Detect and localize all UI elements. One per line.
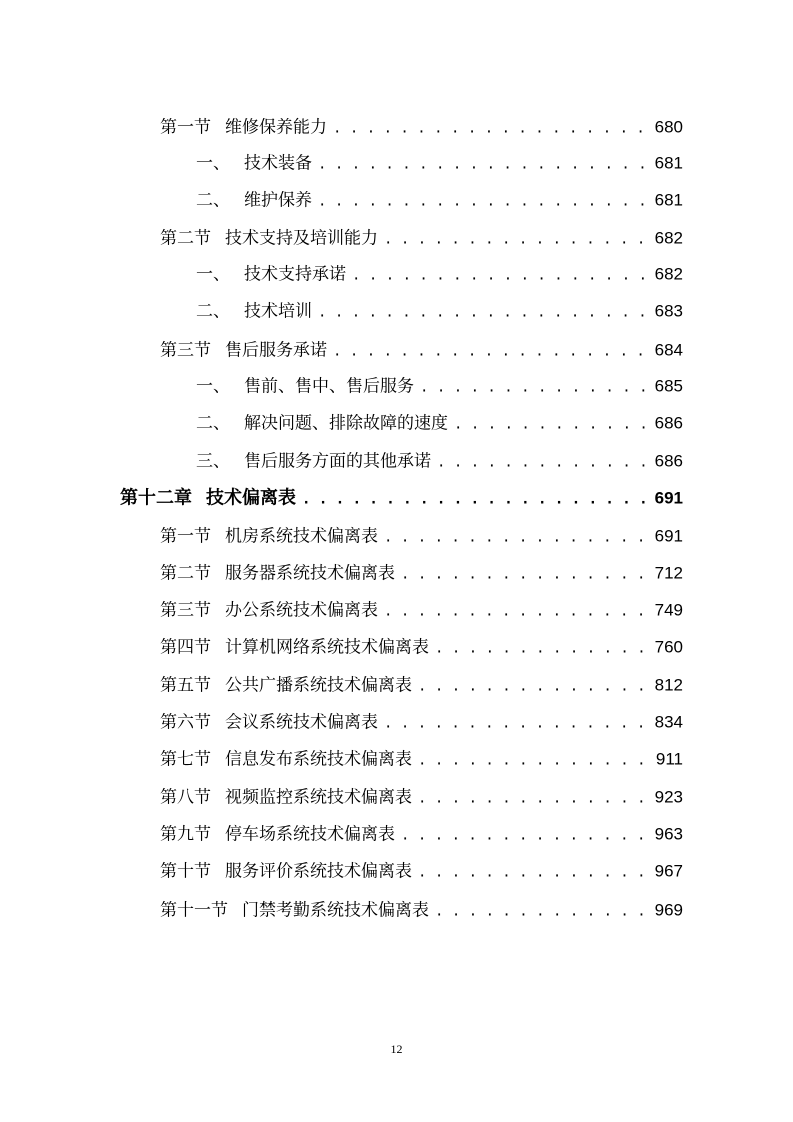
toc-entry-title: 售后服务方面的其他承诺 bbox=[244, 451, 431, 472]
toc-leader-dots bbox=[384, 527, 649, 549]
toc-leader-dots bbox=[418, 676, 649, 698]
toc-entry-page: 911 bbox=[655, 749, 683, 769]
toc-entry[interactable] bbox=[160, 900, 683, 923]
toc-entry-title: 门禁考勤系统技术偏离表 bbox=[242, 900, 429, 921]
toc-entry-number: 第四节 bbox=[160, 637, 211, 658]
toc-leader-dots bbox=[333, 118, 649, 140]
toc-leader-dots bbox=[302, 489, 649, 511]
toc-entry-page: 685 bbox=[654, 376, 683, 396]
toc-entry[interactable] bbox=[196, 153, 683, 176]
toc-entry-title: 机房系统技术偏离表 bbox=[225, 526, 378, 547]
toc-entry-title: 信息发布系统技术偏离表 bbox=[225, 749, 412, 770]
toc-entry-page: 681 bbox=[654, 153, 683, 173]
toc-entry-title: 视频监控系统技术偏离表 bbox=[225, 787, 412, 808]
toc-entry-number: 一、 bbox=[196, 264, 230, 285]
toc-entry-title: 服务评价系统技术偏离表 bbox=[225, 861, 412, 882]
toc-entry-number: 第二节 bbox=[160, 228, 211, 249]
toc-entry[interactable] bbox=[160, 749, 683, 772]
toc-entry-number: 二、 bbox=[196, 190, 230, 211]
toc-leader-dots bbox=[401, 825, 649, 847]
toc-entry[interactable] bbox=[160, 563, 683, 586]
toc-entry[interactable] bbox=[160, 824, 683, 847]
toc-entry-number: 第七节 bbox=[160, 749, 211, 770]
toc-entry[interactable] bbox=[160, 228, 683, 251]
toc-entry-page: 686 bbox=[654, 413, 683, 433]
toc-leader-dots bbox=[418, 788, 649, 810]
toc-entry-title: 售后服务承诺 bbox=[225, 340, 327, 361]
toc-entry-page: 812 bbox=[654, 675, 683, 695]
toc-entry[interactable] bbox=[160, 600, 683, 623]
toc-entry-number: 第九节 bbox=[160, 824, 211, 845]
toc-leader-dots bbox=[420, 377, 649, 399]
toc-leader-dots bbox=[418, 862, 649, 884]
toc-leader-dots bbox=[401, 564, 649, 586]
toc-leader-dots bbox=[352, 265, 649, 287]
toc-entry-page: 683 bbox=[654, 301, 683, 321]
toc-entry-number: 二、 bbox=[196, 301, 230, 322]
toc-entry-title: 会议系统技术偏离表 bbox=[225, 712, 378, 733]
toc-entry-number: 第八节 bbox=[160, 787, 211, 808]
toc-entry-page: 969 bbox=[654, 900, 683, 920]
toc-entry-title: 技术装备 bbox=[244, 153, 312, 174]
toc-entry-title: 技术偏离表 bbox=[206, 487, 296, 509]
toc-entry-number: 一、 bbox=[196, 376, 230, 397]
toc-entry-title: 技术支持及培训能力 bbox=[225, 228, 378, 249]
toc-entry-page: 681 bbox=[654, 190, 683, 210]
toc-leader-dots bbox=[418, 750, 650, 772]
toc-entry-title: 计算机网络系统技术偏离表 bbox=[225, 637, 429, 658]
toc-entry-number: 第十一节 bbox=[160, 900, 228, 921]
toc-leader-dots bbox=[437, 452, 649, 474]
toc-entry-page: 712 bbox=[654, 563, 683, 583]
toc-entry[interactable] bbox=[160, 787, 683, 810]
toc-leader-dots bbox=[318, 191, 649, 213]
toc-entry-page: 749 bbox=[654, 600, 683, 620]
toc-entry-title: 维修保养能力 bbox=[225, 117, 327, 138]
toc-entry-number: 第十二章 bbox=[120, 487, 192, 509]
toc-entry-title: 维护保养 bbox=[244, 190, 312, 211]
toc-entry-title: 售前、售中、售后服务 bbox=[244, 376, 414, 397]
toc-entry-page: 680 bbox=[654, 117, 683, 137]
toc-entry-number: 第六节 bbox=[160, 712, 211, 733]
toc-entry-title: 解决问题、排除故障的速度 bbox=[244, 413, 448, 434]
toc-entry-number: 二、 bbox=[196, 413, 230, 434]
toc-leader-dots bbox=[435, 901, 649, 923]
page-number: 12 bbox=[390, 1042, 403, 1056]
toc-leader-dots bbox=[435, 638, 649, 660]
toc-entry[interactable] bbox=[160, 712, 683, 735]
toc-chapter-entry[interactable] bbox=[120, 488, 683, 511]
toc-entry-number: 一、 bbox=[196, 153, 230, 174]
toc-entry[interactable] bbox=[196, 301, 683, 324]
toc-entry-page: 967 bbox=[654, 861, 683, 881]
toc-entry[interactable] bbox=[160, 340, 683, 363]
toc-entry-title: 办公系统技术偏离表 bbox=[225, 600, 378, 621]
toc-entry-page: 691 bbox=[654, 526, 683, 546]
toc-entry-page: 923 bbox=[654, 787, 683, 807]
toc-entry-title: 技术培训 bbox=[244, 301, 312, 322]
toc-entry-number: 第一节 bbox=[160, 526, 211, 547]
toc-entry-title: 停车场系统技术偏离表 bbox=[225, 824, 395, 845]
toc-entry[interactable] bbox=[160, 526, 683, 549]
toc-entry[interactable] bbox=[160, 675, 683, 698]
toc-entry[interactable] bbox=[160, 861, 683, 884]
toc-entry[interactable] bbox=[160, 637, 683, 660]
toc-entry-number: 第二节 bbox=[160, 563, 211, 584]
toc-entry-page: 686 bbox=[654, 451, 683, 471]
toc-entry[interactable] bbox=[196, 376, 683, 399]
toc-leader-dots bbox=[384, 229, 649, 251]
toc-leader-dots bbox=[384, 713, 649, 735]
toc-entry-page: 691 bbox=[654, 488, 683, 508]
toc-entry-title: 服务器系统技术偏离表 bbox=[225, 563, 395, 584]
toc-entry[interactable] bbox=[196, 451, 683, 474]
toc-entry-page: 834 bbox=[654, 712, 683, 732]
toc-entry-page: 682 bbox=[654, 264, 683, 284]
toc-entry-number: 第一节 bbox=[160, 117, 211, 138]
toc-leader-dots bbox=[333, 341, 649, 363]
toc-entry[interactable] bbox=[160, 117, 683, 140]
toc-entry-number: 第三节 bbox=[160, 600, 211, 621]
toc-leader-dots bbox=[384, 601, 649, 623]
toc-entry[interactable] bbox=[196, 413, 683, 436]
toc-entry[interactable] bbox=[196, 264, 683, 287]
toc-entry-number: 第三节 bbox=[160, 340, 211, 361]
toc-entry-number: 第十节 bbox=[160, 861, 211, 882]
toc-entry-title: 公共广播系统技术偏离表 bbox=[225, 675, 412, 696]
toc-leader-dots bbox=[454, 414, 649, 436]
toc-entry-title: 技术支持承诺 bbox=[244, 264, 346, 285]
toc-entry-page: 682 bbox=[654, 228, 683, 248]
toc-entry-number: 第五节 bbox=[160, 675, 211, 696]
toc-entry[interactable] bbox=[196, 190, 683, 213]
toc-leader-dots bbox=[318, 302, 649, 324]
toc-leader-dots bbox=[318, 154, 649, 176]
toc-entry-page: 684 bbox=[654, 340, 683, 360]
toc-entry-page: 760 bbox=[654, 637, 683, 657]
toc-entry-page: 963 bbox=[654, 824, 683, 844]
toc-entry-number: 三、 bbox=[196, 451, 230, 472]
